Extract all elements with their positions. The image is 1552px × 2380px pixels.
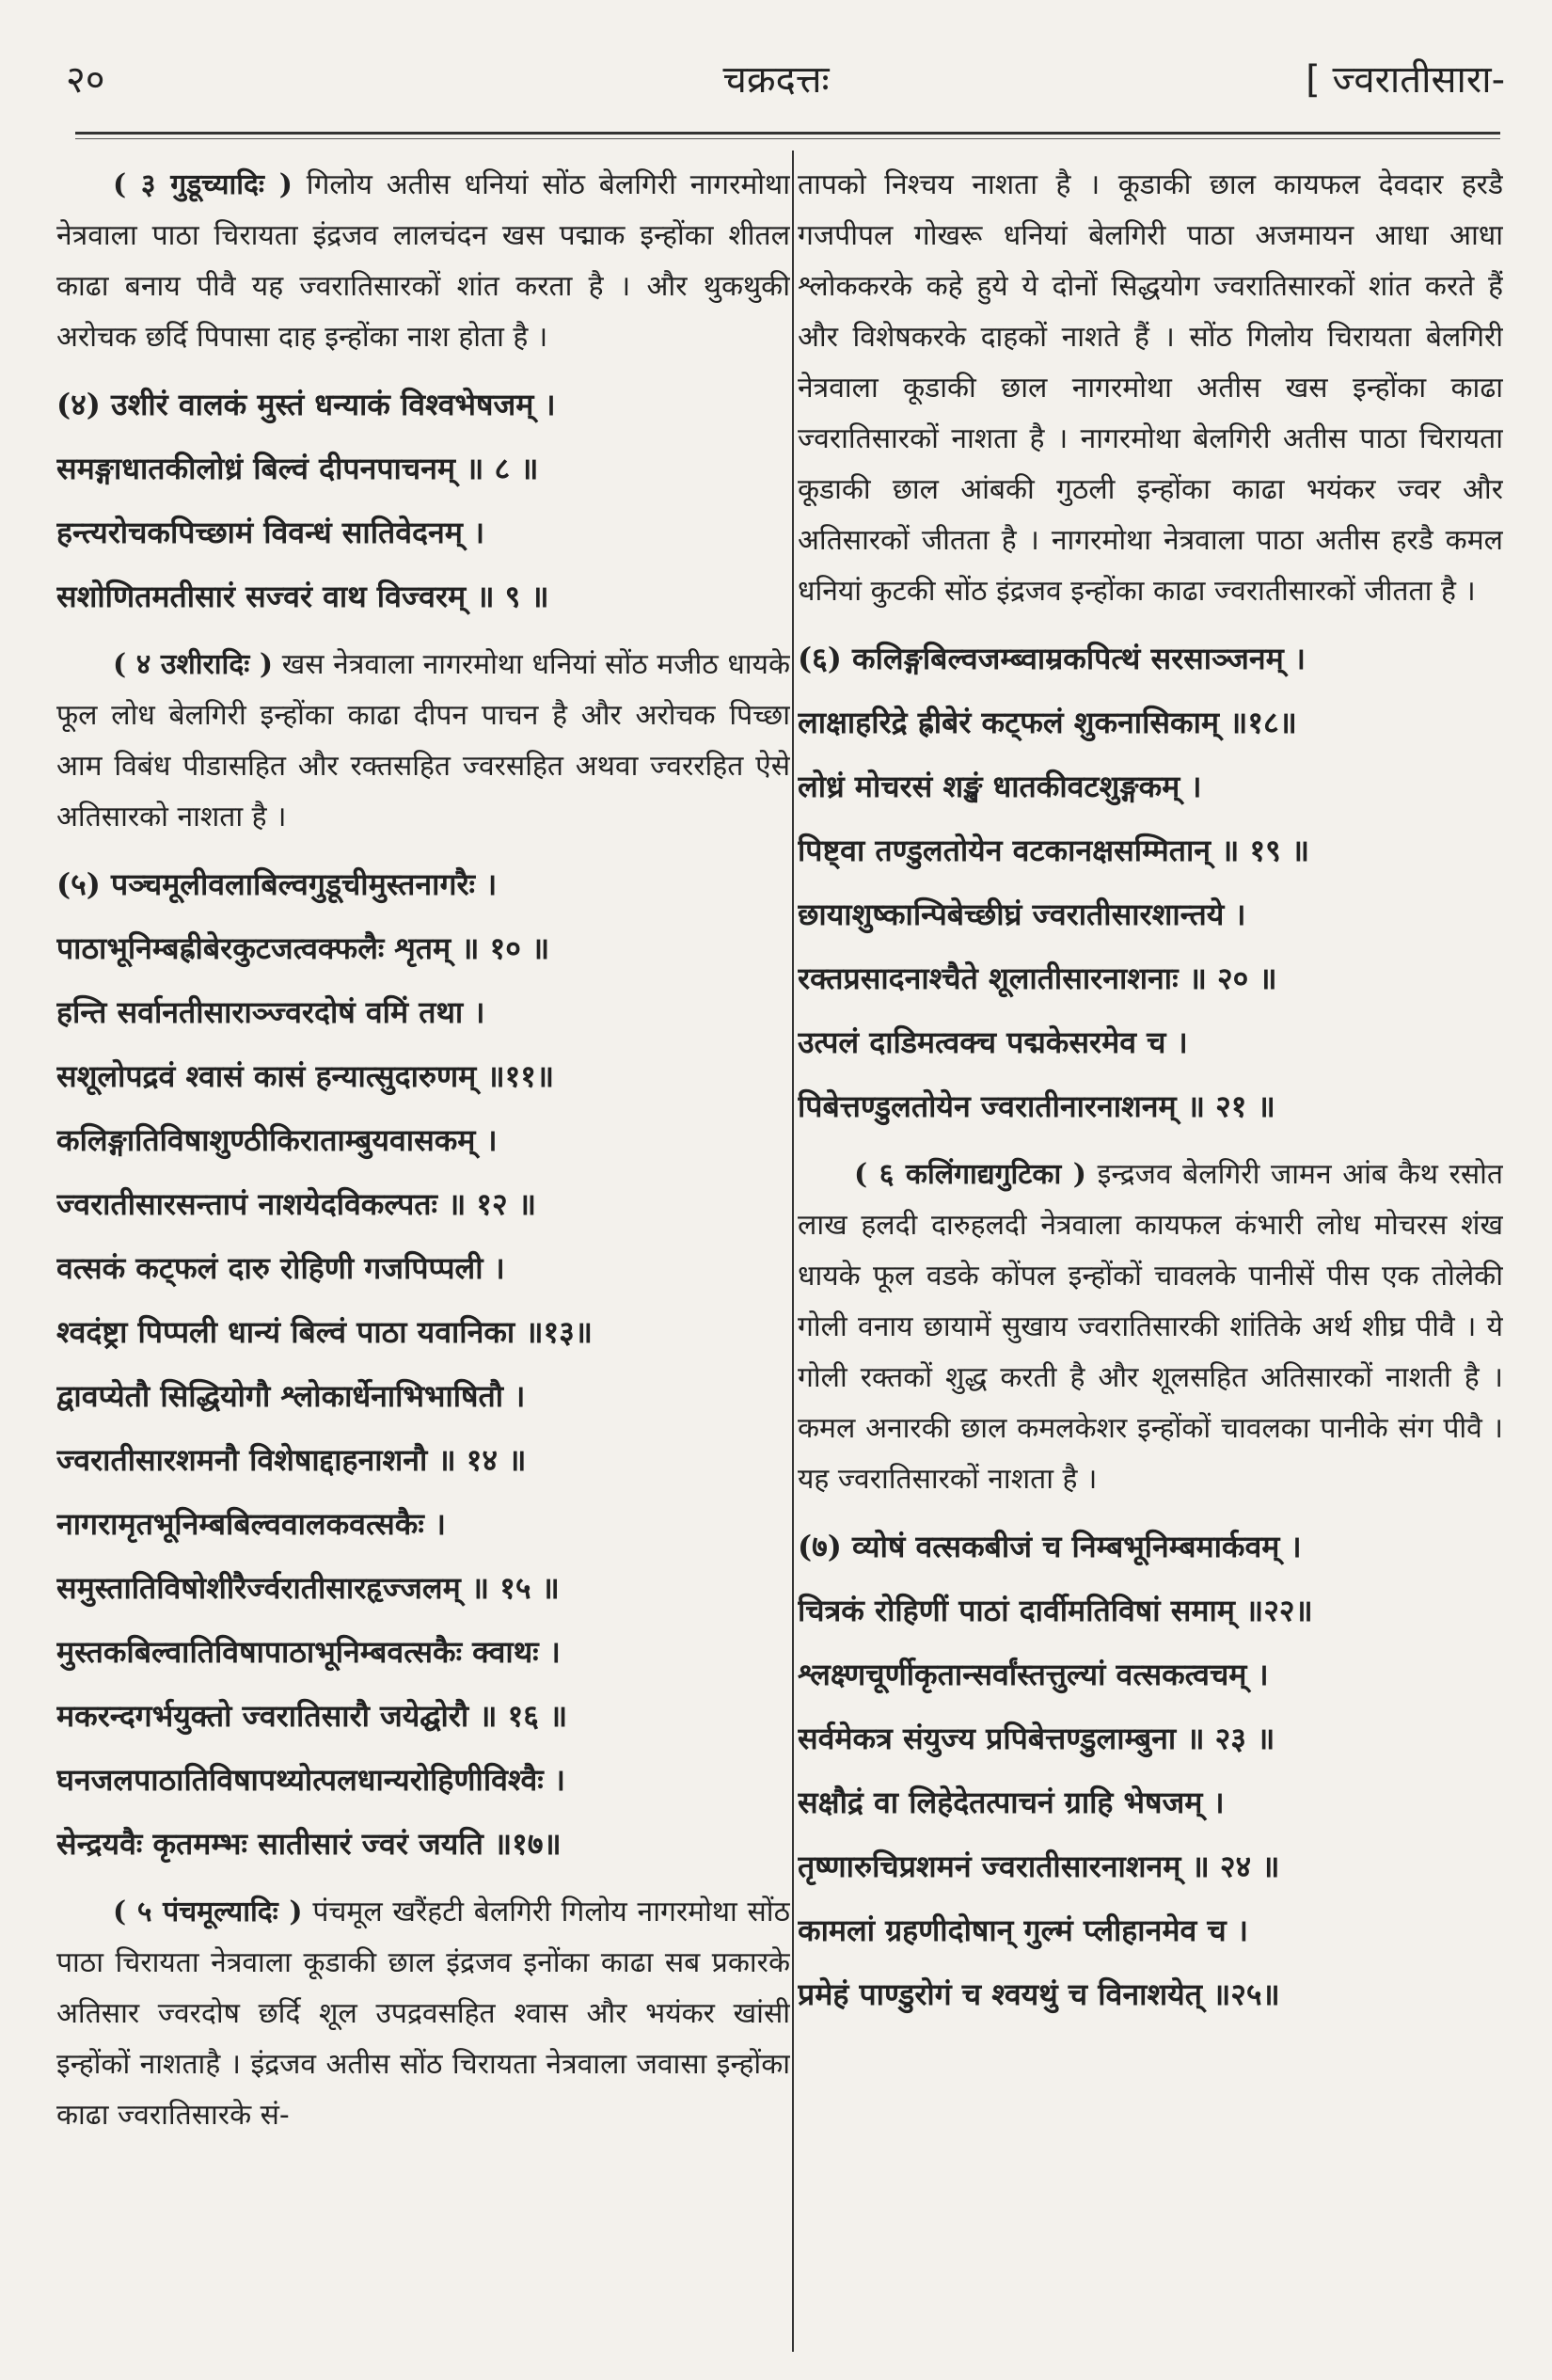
verse-line: मुस्तकबिल्वातिविषापाठाभूनिम्बवत्सकैः क्वाथः । xyxy=(56,1634,561,1670)
verse-block xyxy=(56,852,790,1876)
verse-line: उत्पलं दाडिमत्वक्च पद्मकेसरमेव च । xyxy=(798,1024,1188,1060)
commentary-label: ( ४ उशीरादिः ) xyxy=(113,648,274,681)
commentary-text: तापको निश्चय नाशता है । कूडाकी छाल कायफल देवदार हरडै गजपीपल गोखरू धनियां बेलगिरी पाठा अजमायन आधा आधा श्लोककरके कहे हुये ये दोनों सिद्धयोग ज्वरातिसारकों शांत करते हैं और विशेषकरके दाहकों नाशते हैं । सोंठ गिलोय चिरायता बेलगिरी नेत्रवाला कूडाकी छाल नागरमोथा अतीस खस इन्होंका काढा ज्वरातिसारकों नाशता है । नागरमोथा बेलगिरी अतीस पाठा चिरायता कूडाकी छाल आंबकी गुठली इन्होंका काढा भयंकर ज्वर और अतिसारकों जीतता है । नागरमोथा नेत्रवाला पाठा अतीस हरडै कमल धनियां कुटकी सोंठ इंद्रजव इन्होंका काढा ज्वरातीसारकों जीतता है । xyxy=(798,168,1503,608)
verse-line: हन्त्यरोचकपिच्छामं विवन्धं सातिवेदनम् । xyxy=(56,515,485,550)
verse-line: पाठाभूनिम्बह्रीबेरकुटजत्वक्फलैः शृतम् ॥ १० ॥ xyxy=(56,930,550,966)
verse-line: सशूलोपद्रवं श्वासं कासं हन्यात्सुदारुणम् ॥११॥ xyxy=(56,1058,555,1094)
verse-line: लाक्षाहरिद्रे ह्रीबेरं कट्फलं शुकनासिकाम् ॥१८॥ xyxy=(798,705,1297,740)
verse-line: सक्षौद्रं वा लिहेदेतत्पाचनं ग्राहि भेषजम् । xyxy=(798,1785,1225,1820)
left-column xyxy=(56,160,790,2352)
commentary-text: इन्द्रजव बेलगिरी जामन आंब कैथ रसोत लाख हलदी दारुहलदी नेत्रवाला कायफल कंभारी लोध मोचरस शंख धायके फूल वडके कोंपल इन्होंकों चावलके पानीसें पीस एक तोलेकी गोली वनाय छायामें सुखाय ज्वरातिसारकी शांतिके अर्थ शीघ्र पीवै । ये गोली रक्तकों शुद्ध करती है और शूलसहित अतिसारकों नाशती है । कमल अनारकी छाल कमलकेशर इन्होंकों चावलका पानीके संग पीवै । यह ज्वरातिसारकों नाशता है । xyxy=(798,1158,1503,1496)
verse-line: कलिङ्गातिविषाशुण्ठीकिराताम्बुयवासकम् । xyxy=(56,1122,498,1158)
verse-line: द्वावप्येतौ सिद्धियोगौ श्लोकार्धेनाभिभाषितौ । xyxy=(56,1378,526,1414)
commentary-text: गिलोय अतीस धनियां सोंठ बेलगिरी नागरमोथा नेत्रवाला पाठा चिरायता इंद्रजव लालचंदन खस पद्माक इन्होंका शीतल काढा बनाय पीवै यह ज्वरातिसारकों शांत करता है । और थुकथुकी अरोचक छर्दि पिपासा दाह इन्होंका नाश होता है । xyxy=(56,168,790,354)
commentary-paragraph xyxy=(798,160,1503,617)
verse-line: घनजलपाठातिविषापथ्योत्पलधान्यरोहिणीविश्वैः । xyxy=(56,1762,566,1798)
verse-line: तृष्णारुचिप्रशमनं ज्वरातीसारनाशनम् ॥ २४ ॥ xyxy=(798,1848,1280,1884)
verse-line: पिबेत्तण्डुलतोयेन ज्वरातीनारनाशनम् ॥ २१ ॥ xyxy=(798,1088,1275,1124)
verse-line: सशोणितमतीसारं सज्वरं वाथ विज्वरम् ॥ ९ ॥ xyxy=(56,579,549,614)
commentary-text: पंचमूल खरैंहटी बेलगिरी गिलोय नागरमोथा सोंठ पाठा चिरायता नेत्रवाला कूडाकी छाल इंद्रजव इनोंका काढा सब प्रकारके अतिसार ज्वरदोष छर्दि शूल उपद्रवसहित श्वास और भयंकर खांसी इन्होंकों नाशताहै । इंद्रजव अतीस सोंठ चिरायता नेत्रवाला जवासा इन्होंका काढा ज्वरातिसारके सं- xyxy=(56,1896,790,2132)
verse-line: लोध्रं मोचरसं शङ्खं धातकीवटशुङ्गकम् । xyxy=(798,769,1202,804)
verse-line: वत्सकं कट्फलं दारु रोहिणी गजपिप्पली । xyxy=(56,1250,505,1286)
verse-line: (५) पञ्चमूलीवलाबिल्वगुडूचीमुस्तनागरैः । xyxy=(56,866,498,902)
section-heading: [ ज्वरातीसारा- xyxy=(1306,58,1505,102)
commentary-label: ( ३ गुडूच्यादिः ) xyxy=(113,168,293,201)
verse-line: ज्वरातीसारशमनौ विशेषाद्दाहनाशनौ ॥ १४ ॥ xyxy=(56,1442,527,1478)
verse-line: प्रमेहं पाण्डुरोगं च श्वयथुं च विनाशयेत् ॥२५॥ xyxy=(798,1976,1280,2012)
running-title: चक्रदत्तः xyxy=(722,58,830,102)
verse-block xyxy=(56,373,790,628)
commentary-paragraph xyxy=(56,1887,790,2141)
verse-line: सर्वमेकत्र संयुज्य प्रपिबेत्तण्डुलाम्बुना ॥ २३ ॥ xyxy=(798,1721,1275,1756)
verse-block xyxy=(798,1515,1503,2026)
right-column xyxy=(798,160,1503,2352)
verse-line: (७) व्योषं वत्सकबीजं च निम्बभूनिम्बमार्कवम् । xyxy=(798,1529,1302,1564)
verse-line: पिष्ट्वा तण्डुलतोयेन वटकानक्षसम्मितान् ॥ १९ ॥ xyxy=(798,833,1310,868)
verse-line: सेन्द्रयवैः कृतमम्भः सातीसारं ज्वरं जयति ॥१७॥ xyxy=(56,1826,562,1862)
verse-line: मकरन्दगर्भयुक्तो ज्वरातिसारौ जयेद्घोरौ ॥ १६ ॥ xyxy=(56,1698,568,1734)
verse-line: श्लक्ष्णचूर्णीकृतान्सर्वांस्तत्तुल्यां वत्सकत्वचम् । xyxy=(798,1657,1269,1692)
verse-line: कामलां ग्रहणीदोषान् गुल्मं प्लीहानमेव च । xyxy=(798,1912,1248,1948)
verse-line: (४) उशीरं वालकं मुस्तं धन्याकं विश्वभेषजम् । xyxy=(56,387,556,422)
header-rule-thin xyxy=(75,138,1500,139)
commentary-label: ( ६ कलिंगाद्यगुटिका ) xyxy=(854,1158,1086,1191)
verse-line: रक्तप्रसादनाश्चैते शूलातीसारनाशनाः ॥ २० ॥ xyxy=(798,960,1277,996)
verse-line: छायाशुष्कान्पिबेच्छीघ्रं ज्वरातीसारशान्तये । xyxy=(798,896,1246,932)
commentary-paragraph xyxy=(56,160,790,363)
commentary-label: ( ५ पंचमूल्यादिः ) xyxy=(113,1896,303,1928)
commentary-paragraph xyxy=(56,640,790,843)
verse-line: श्वदंष्ट्रा पिप्पली धान्यं बिल्वं पाठा यवानिका ॥१३॥ xyxy=(56,1314,593,1350)
column-divider xyxy=(792,151,794,2352)
header-rule xyxy=(75,132,1500,135)
commentary-paragraph xyxy=(798,1150,1503,1505)
page-number: २० xyxy=(66,58,105,102)
verse-line: समुस्तातिविषोशीरैर्ज्वरातीसारहृज्जलम् ॥ १५ ॥ xyxy=(56,1570,560,1606)
verse-line: नागरामृतभूनिम्बबिल्ववालकवत्सकैः । xyxy=(56,1506,447,1542)
verse-line: समङ्गाधातकीलोध्रं बिल्वं दीपनपाचनम् ॥ ८ ॥ xyxy=(56,451,539,486)
verse-line: ज्वरातीसारसन्तापं नाशयेदविकल्पतः ॥ १२ ॥ xyxy=(56,1186,537,1222)
verse-line: चित्रकं रोहिणीं पाठां दार्वीमतिविषां समाम् ॥२२॥ xyxy=(798,1593,1313,1628)
commentary-text: खस नेत्रवाला नागरमोथा धनियां सोंठ मजीठ धायके फूल लोध बेलगिरी इन्होंका काढा दीपन पाचन है और अरोचक पिच्छा आम विबंध पीडासहित और रक्तसहित ज्वरसहित अथवा ज्वररहित ऐसे अतिसारको नाशता है । xyxy=(56,648,790,833)
verse-line: हन्ति सर्वानतीसाराञ्ज्वरदोषं वमिं तथा । xyxy=(56,994,485,1030)
verse-line: (६) कलिङ्गबिल्वजम्ब्वाम्रकपित्थं सरसाञ्जनम् । xyxy=(798,641,1306,676)
verse-block xyxy=(798,627,1503,1138)
